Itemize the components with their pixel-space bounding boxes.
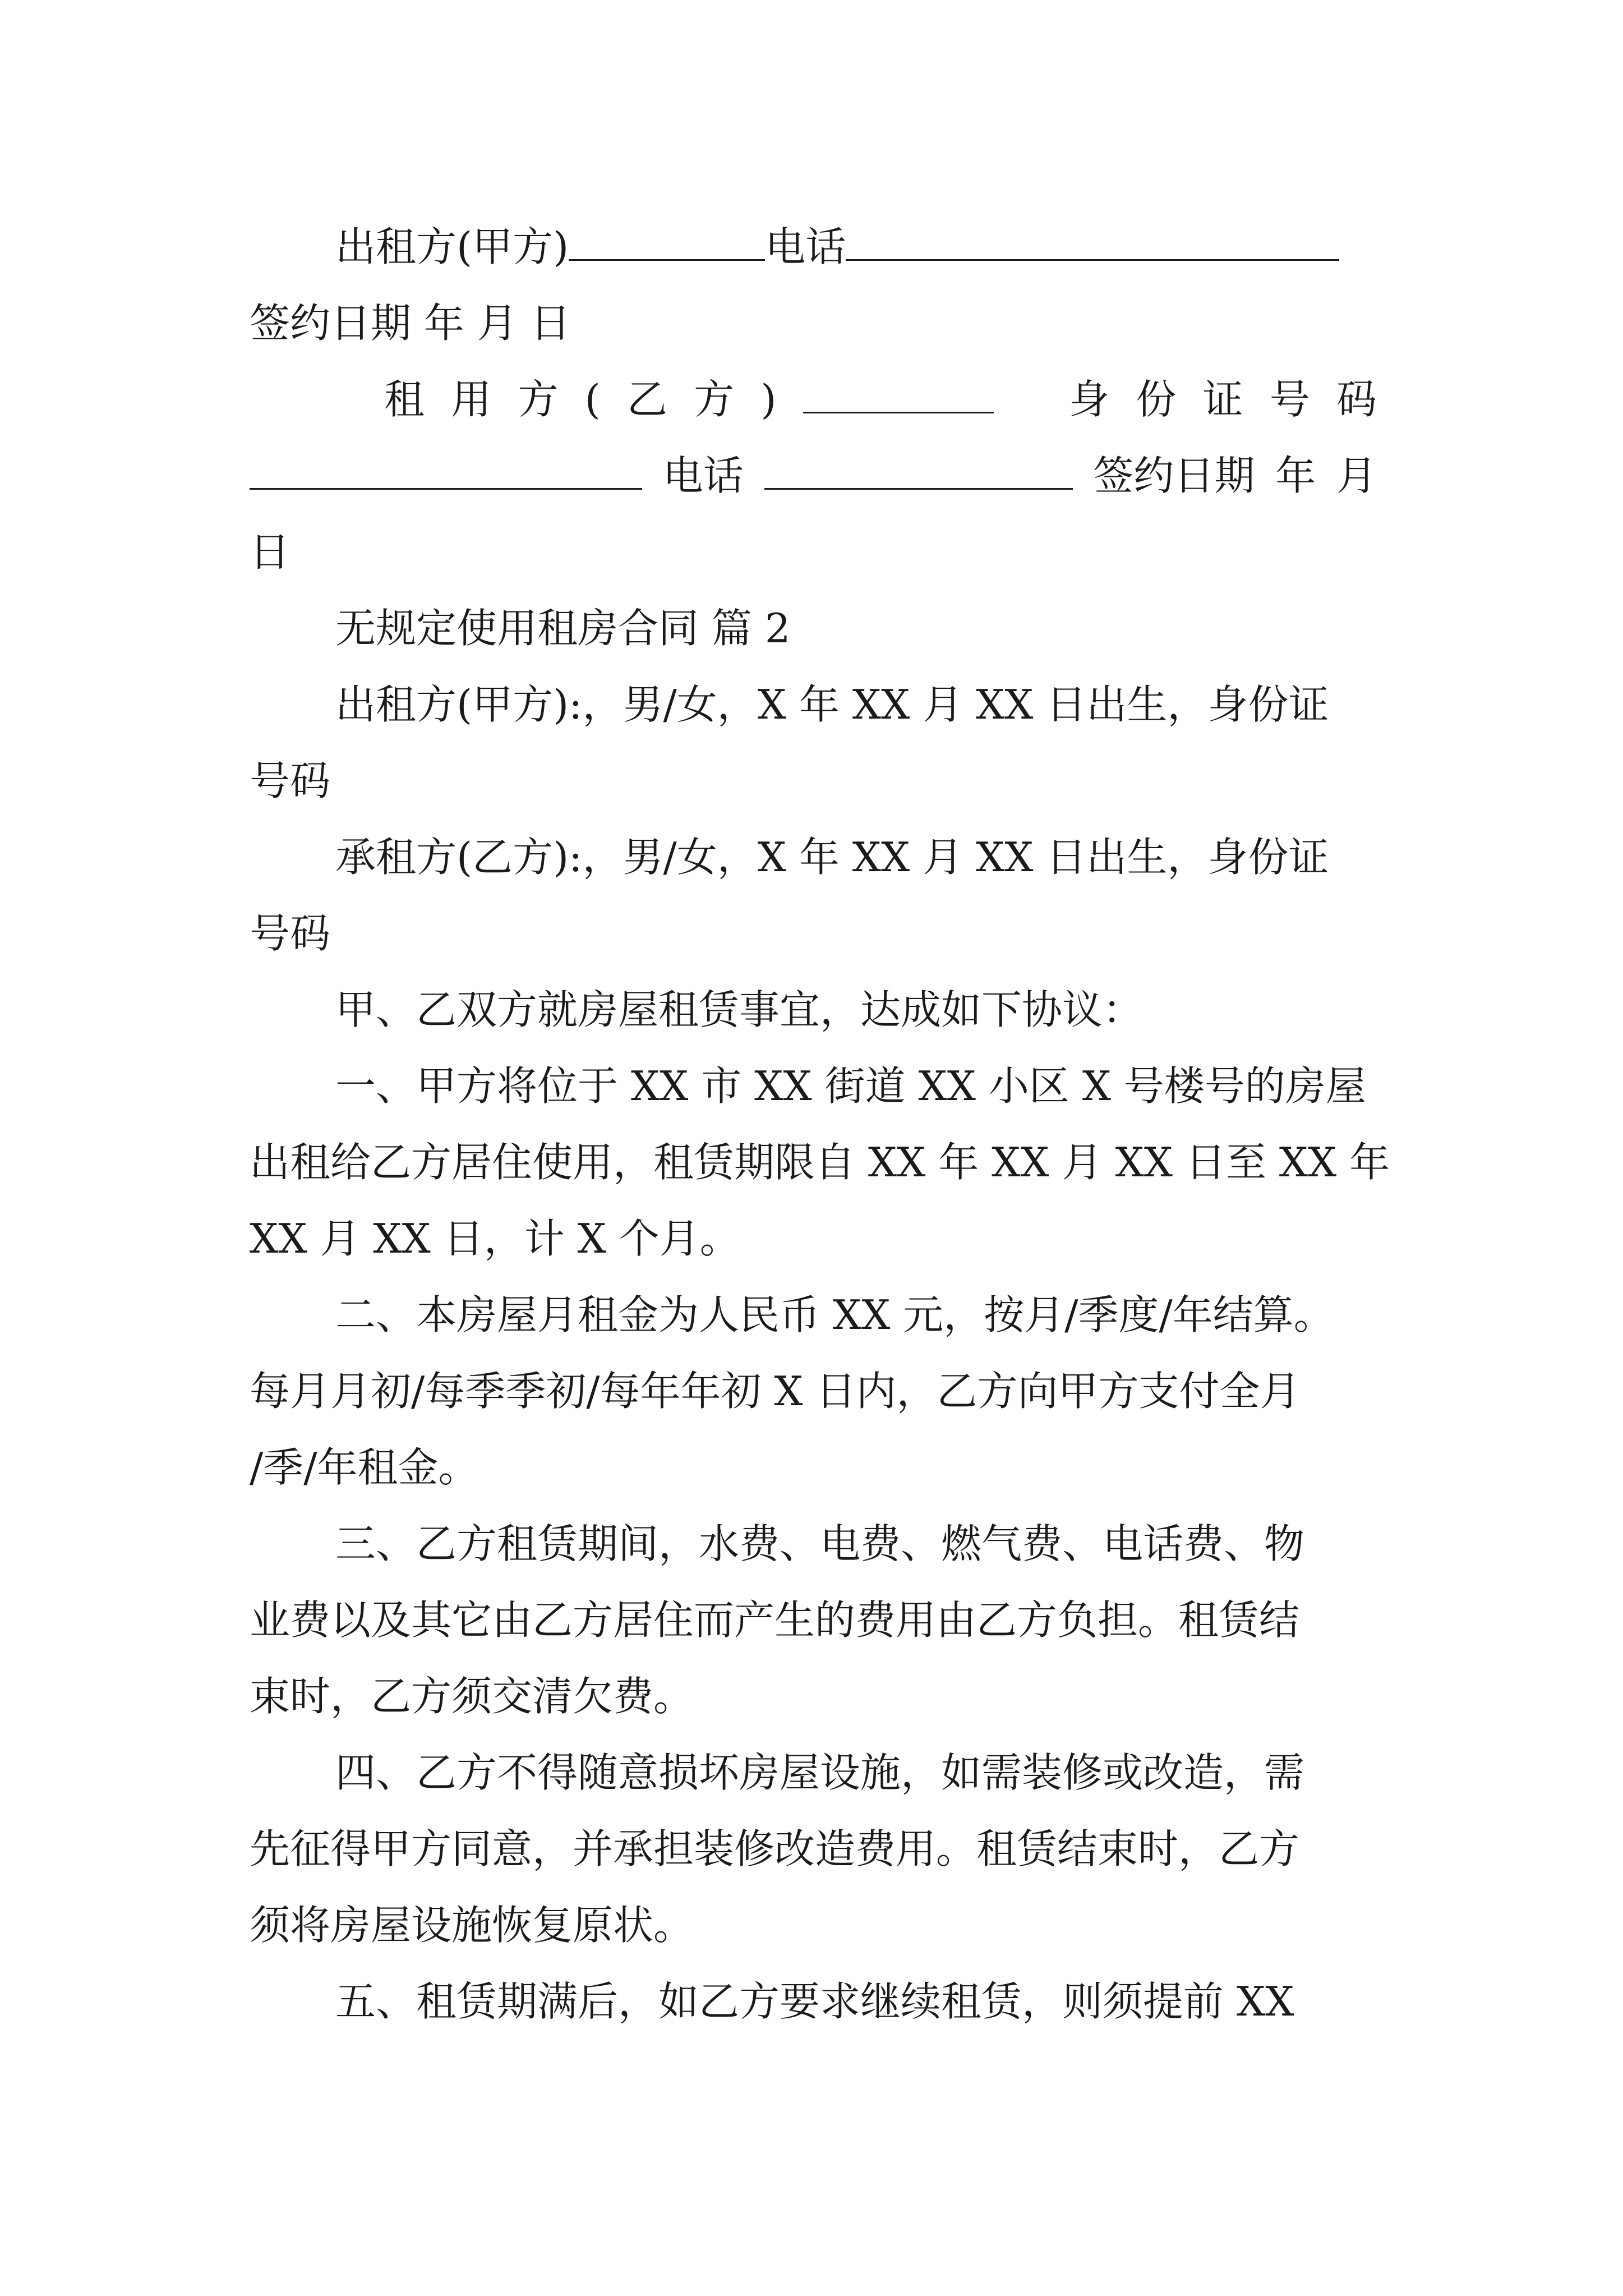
- lessee-phone-blank: [764, 452, 1073, 490]
- lessee-signature-line: [384, 371, 1377, 427]
- clause-2-line-3: /季/年租金。: [250, 1444, 479, 1491]
- lessee-sign-date-label: 签约日期: [1093, 452, 1255, 499]
- lessor-phone-blank: [846, 223, 1339, 261]
- lessee-phone-label: 电话: [662, 452, 744, 499]
- clause-2-line-1: 二、本房屋月租金为人民币 XX 元，按月/季度/年结算。: [335, 1291, 1334, 1338]
- clause-3-line-3: 束时，乙方须交清欠费。: [250, 1673, 694, 1720]
- lessee-sign-date-day: 日: [250, 528, 291, 576]
- lessor-label: 出租方(甲方): [335, 223, 569, 270]
- lessee-char: 方: [518, 376, 559, 423]
- lessee-id-blank: [250, 452, 642, 490]
- lessor-info-text: 出租方(甲方):，男/女，X 年 XX 月 XX 日出生，身份证: [335, 681, 1329, 728]
- lessee-char: 租: [384, 376, 425, 423]
- lessee-char: 乙: [626, 376, 667, 423]
- clause-4-line-3: 须将房屋设施恢复原状。: [250, 1902, 694, 1949]
- clause-1-line-1: 一、甲方将位于 XX 市 XX 街道 XX 小区 X 号楼号的房屋: [335, 1062, 1366, 1110]
- clause-2-line-2: 每月月初/每季季初/每年年初 X 日内，乙方向甲方支付全月: [250, 1368, 1301, 1415]
- clause-5-line-1: 五、租赁期满后，如乙方要求继续租赁，则须提前 XX: [335, 1978, 1294, 2025]
- clause-4-line-1: 四、乙方不得随意损坏房屋设施，如需装修或改造，需: [335, 1749, 1305, 1796]
- contract-heading: 无规定使用租房合同 篇 2: [335, 605, 791, 652]
- id-char: 号: [1269, 376, 1310, 423]
- lessee-phone-line: [250, 448, 1377, 504]
- lessor-name-blank: [569, 223, 765, 261]
- lessor-id-label: 号码: [250, 757, 331, 804]
- id-char: 身: [1069, 376, 1110, 423]
- lessee-info-line: [335, 829, 1377, 885]
- lessor-sign-date: 签约日期 年 月 日: [250, 300, 571, 347]
- id-char: 码: [1336, 376, 1377, 423]
- lessor-phone-label: 电话: [765, 223, 846, 270]
- clause-3-line-1: 三、乙方租赁期间，水费、电费、燃气费、电话费、物: [335, 1520, 1305, 1567]
- lessor-signature-line: [335, 219, 1339, 275]
- lessee-char: (: [584, 376, 601, 423]
- lessee-char: 用: [451, 376, 492, 423]
- lessee-char: ): [760, 376, 777, 423]
- lessee-char: 方: [694, 376, 735, 423]
- lessee-sign-date-year: 年: [1275, 452, 1316, 499]
- clause-3-line-2: 业费以及其它由乙方居住而产生的费用由乙方负担。租赁结: [250, 1596, 1300, 1644]
- clause-1-line-2: 出租给乙方居住使用，租赁期限自 XX 年 XX 月 XX 日至 XX 年: [250, 1139, 1390, 1186]
- lessee-sign-date-month: 月: [1336, 452, 1377, 499]
- id-char: 证: [1202, 376, 1243, 423]
- id-char: 份: [1136, 376, 1177, 423]
- lessee-info-text: 承租方(乙方):，男/女，X 年 XX 月 XX 日出生，身份证: [335, 834, 1329, 881]
- lessee-id-label: 号码: [250, 910, 331, 957]
- agreement-intro: 甲、乙双方就房屋租赁事宜，达成如下协议：: [335, 986, 1144, 1033]
- clause-4-line-2: 先征得甲方同意，并承担装修改造费用。租赁结束时，乙方: [250, 1825, 1300, 1872]
- clause-1-line-3: XX 月 XX 日，计 X 个月。: [250, 1215, 740, 1262]
- lessee-name-blank: [803, 376, 994, 413]
- lessor-info-line: [335, 677, 1377, 733]
